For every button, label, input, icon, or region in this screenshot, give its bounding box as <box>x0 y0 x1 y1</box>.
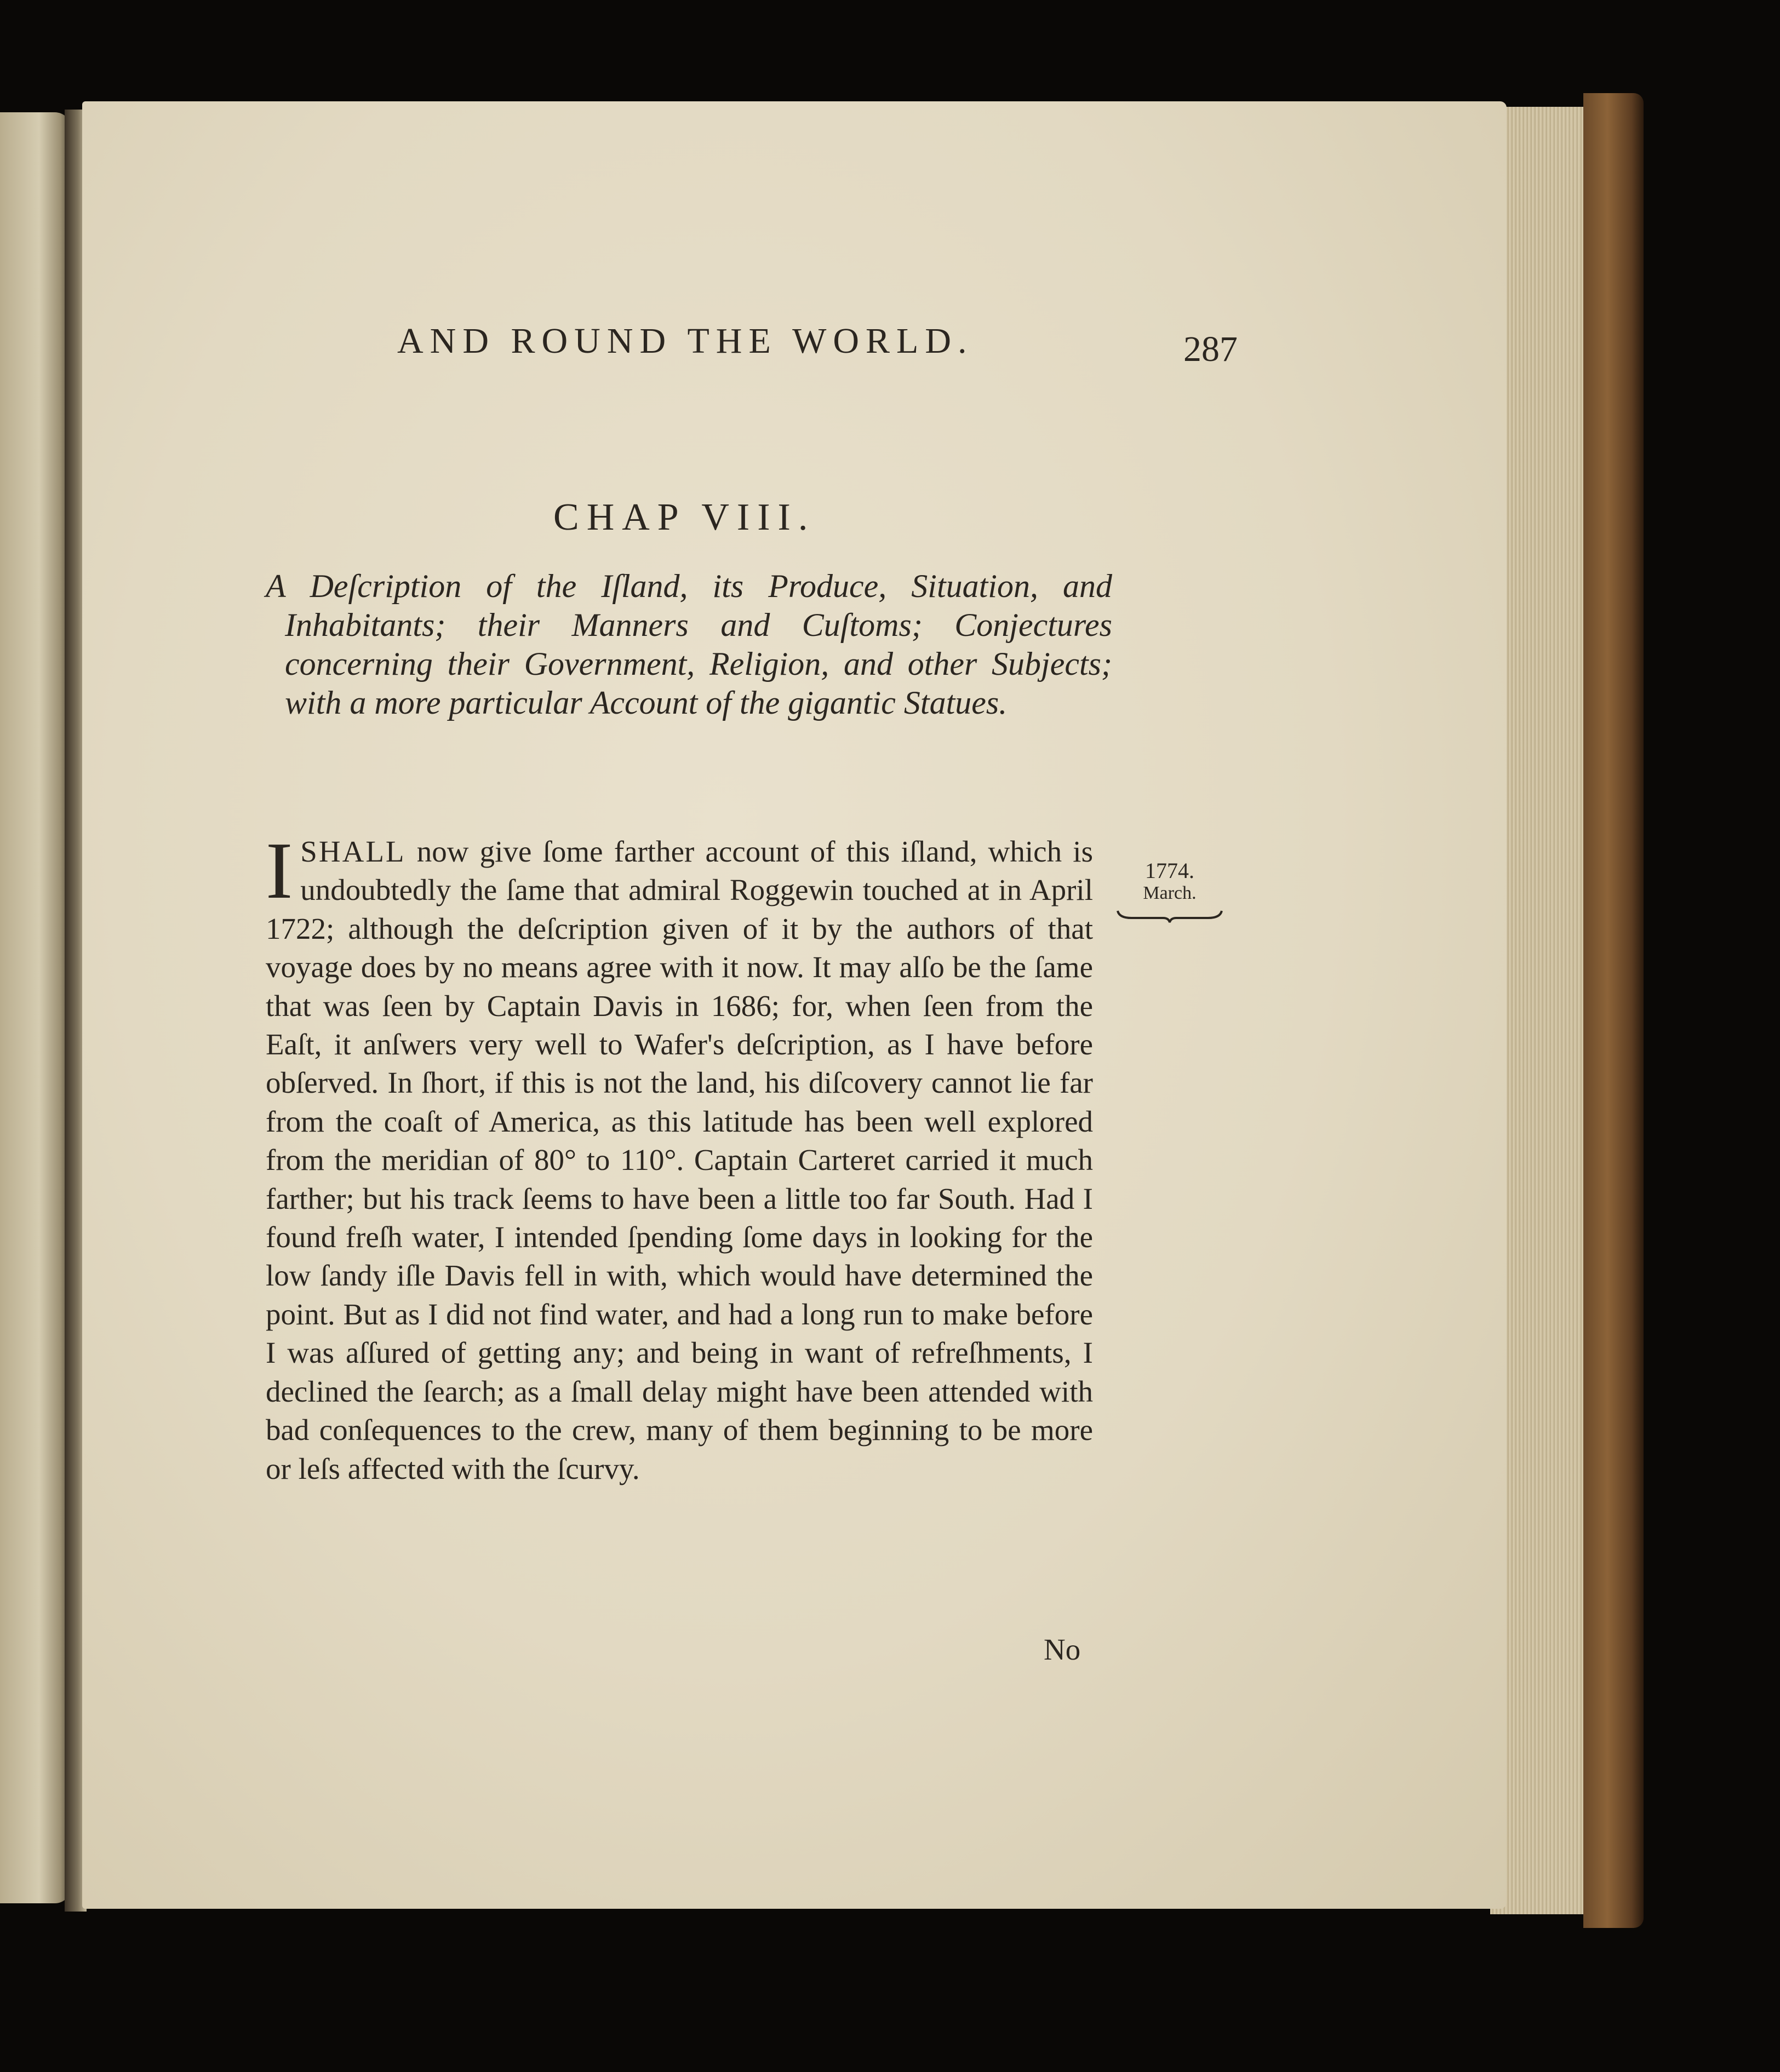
margin-note-year: 1774. <box>1145 858 1194 883</box>
running-head: AND ROUND THE WORLD. <box>397 321 974 361</box>
page-number: 287 <box>1183 329 1238 369</box>
left-page-edge <box>0 112 71 1903</box>
chapter-title: CHAP VIII. <box>553 496 816 538</box>
margin-note <box>1115 859 1224 904</box>
drop-cap: I <box>266 826 293 916</box>
margin-note-month: March. <box>1143 883 1197 903</box>
catchword: No <box>1044 1633 1081 1666</box>
opening-caps: SHALL <box>300 835 406 868</box>
brace-icon <box>1115 908 1224 925</box>
body-text: now give ſome farther account of this iſland, which is undoubtedly the ſame that admiral Roggewin touched at in April 1722; although the deſcription given of it by the authors of that voyage does by no means agree with it now. It may alſo be the ſame that was ſeen by Captain Davis in 1686; for, when ſeen from the Eaſt, it anſwers very well to Wafer's deſcription, as I have before obſerved. In ſhort, if this is not the land, his diſcovery cannot lie far from the coaſt of America, as this latitude has been well explored from the meridian of 80° to 110°. Captain Carteret carried it much farther; but his track ſeems to have been a little too far South. Had I found freſh water, I intended ſpending ſome days in looking for the low ſandy iſle Davis fell in with, which would have determined the point. But as I did not find water, and had a long run to make before I was aſſured of getting any; and being in want of refreſhments, I declined the ſearch; as a ſmall delay might have been attended with bad conſequences to the crew, many of them beginning to be more or leſs affected with the ſcurvy. <box>266 835 1093 1485</box>
chapter-summary: A Deſcription of the Iſland, its Produce, Situation, and Inhabitants; their Manners and Cuſtoms; Conjectures concerning their Government, Religion, and other Subjects; with a more particular Account of the gigantic Statues. <box>266 568 1112 721</box>
body-paragraph <box>266 826 1093 1488</box>
leather-cover <box>1583 93 1644 1928</box>
